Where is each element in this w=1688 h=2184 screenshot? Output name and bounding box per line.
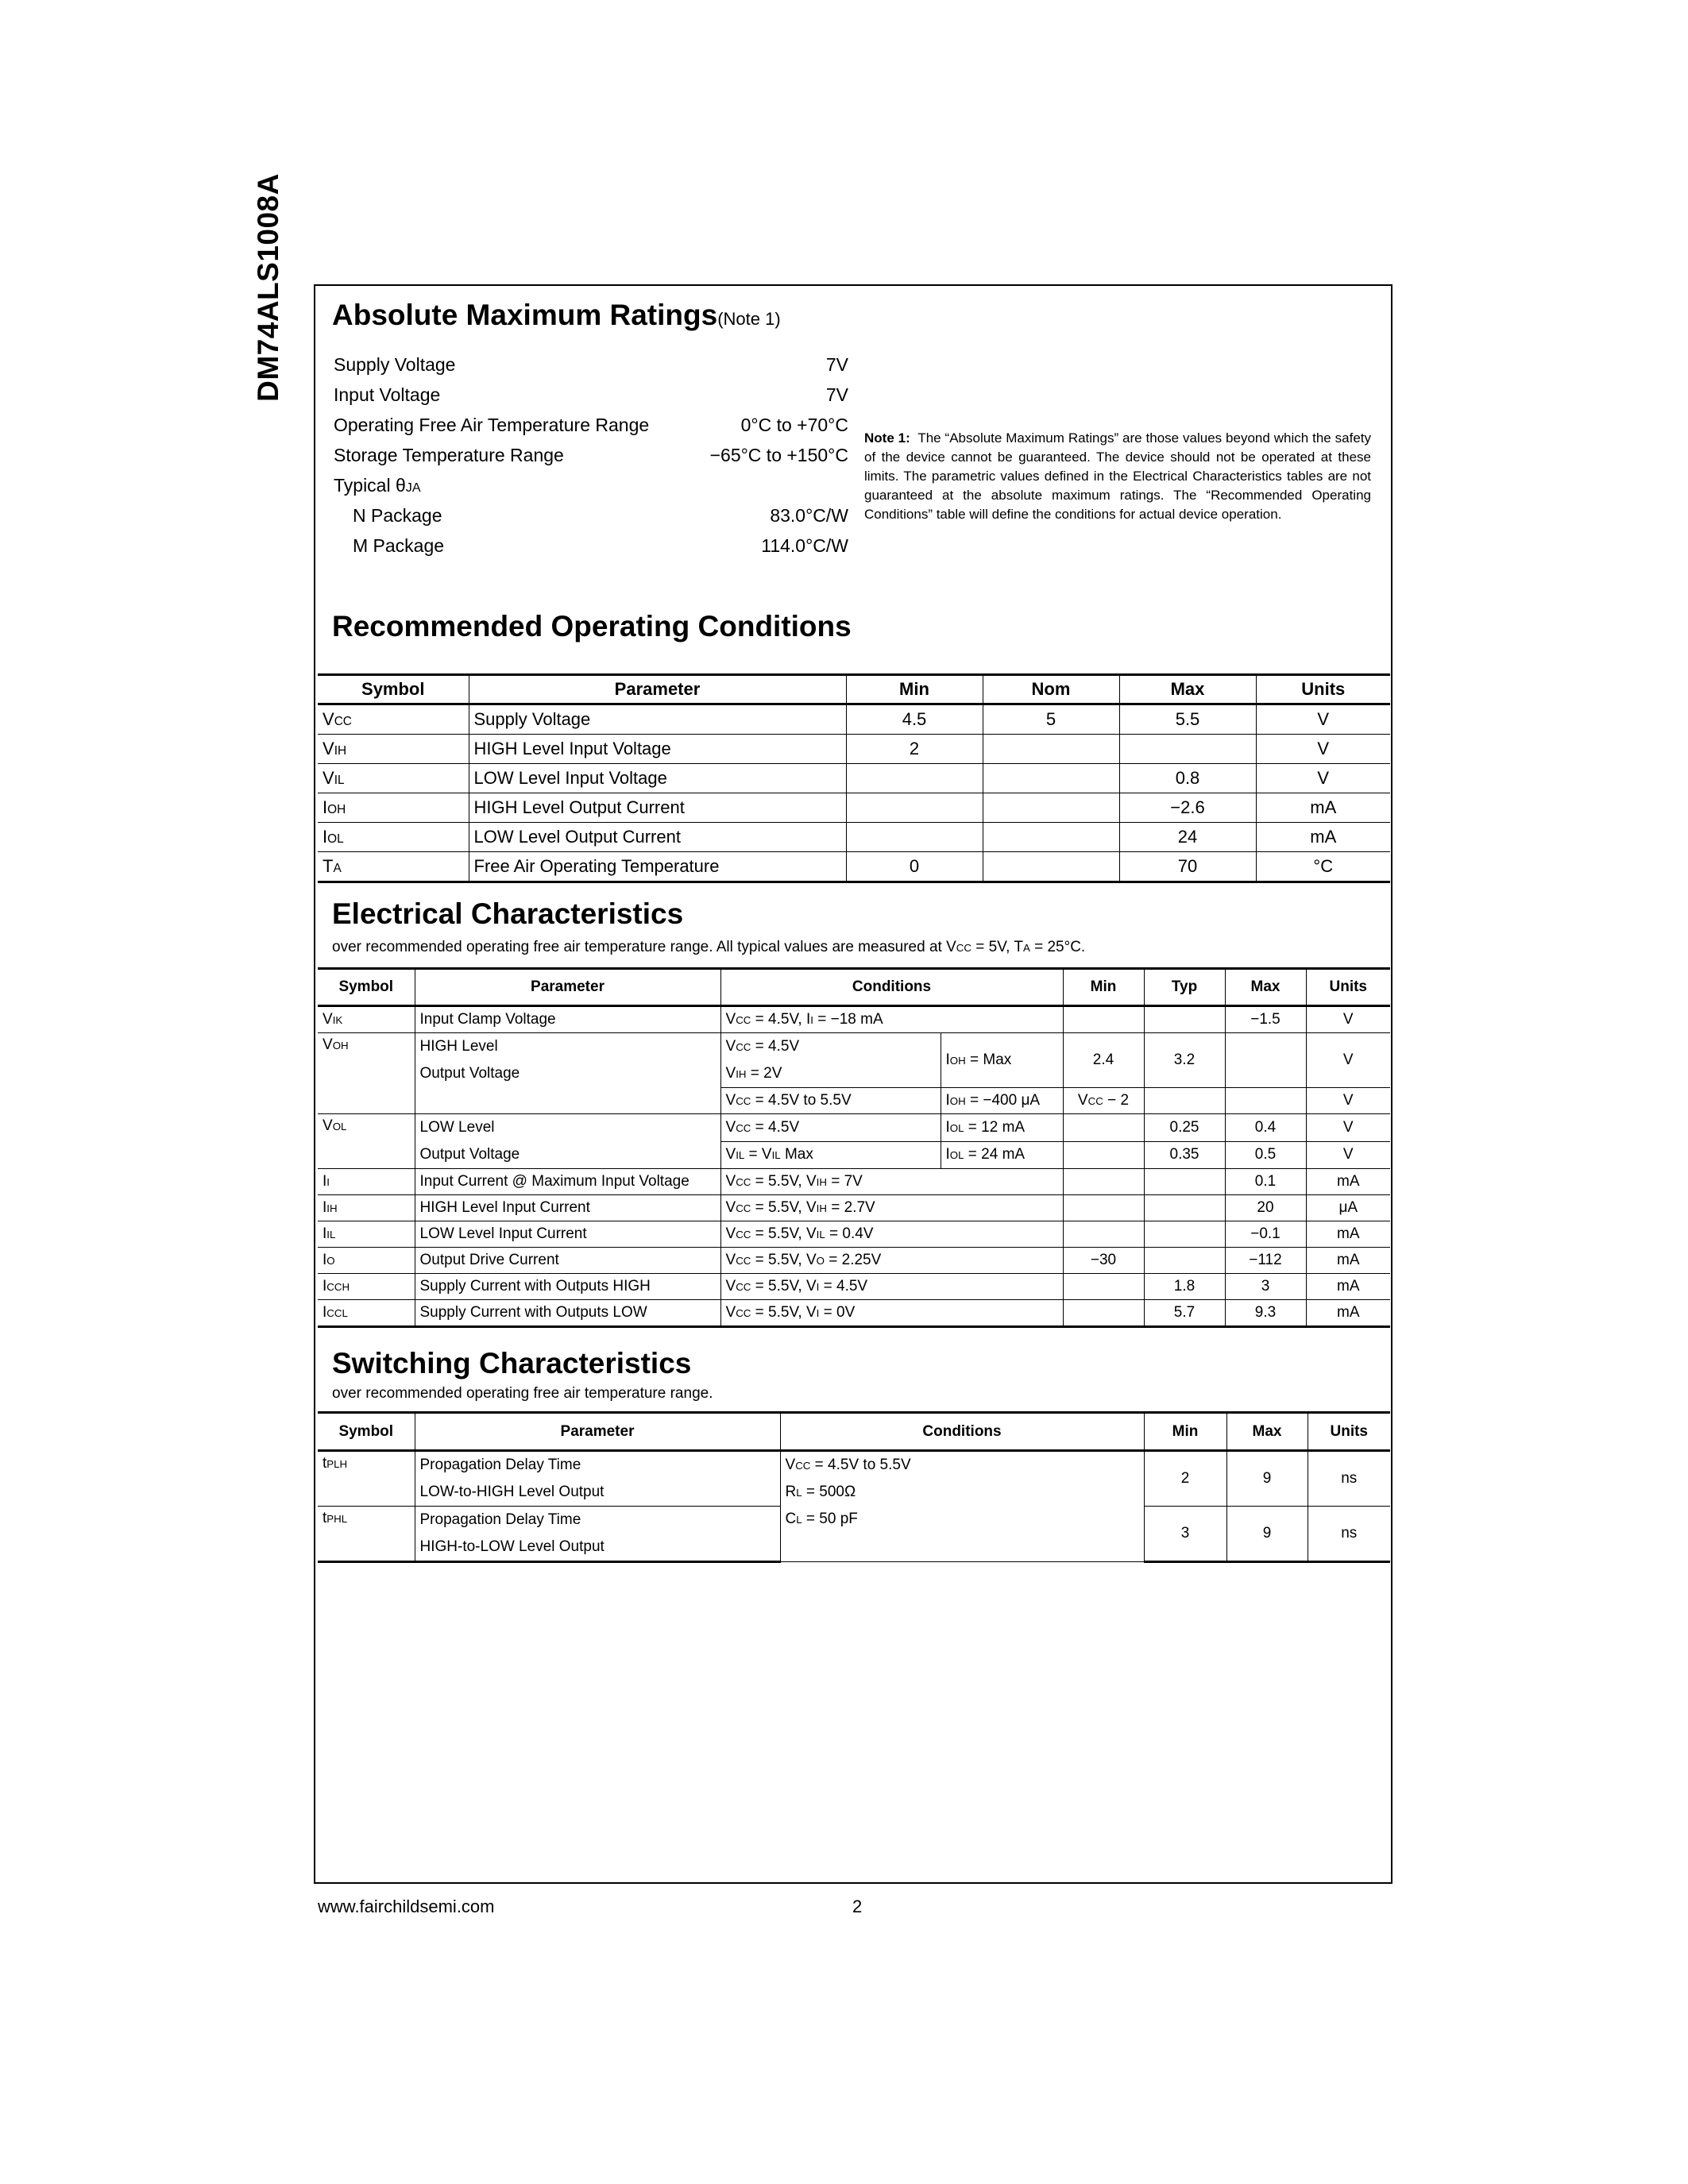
nom-cell [983, 735, 1119, 764]
symbol-cell: $I_I$ [318, 1169, 415, 1195]
conditions-cell: $V_{CC} = 5.5V$, $V_{IH} = 7V$ [720, 1169, 1063, 1195]
min-cell: 0 [846, 852, 983, 882]
units-cell: μA [1306, 1195, 1390, 1221]
parameter-cell: Input Current @ Maximum Input Voltage [415, 1169, 720, 1195]
ec-table [318, 967, 1390, 1328]
typ-cell: 1.8 [1144, 1274, 1225, 1300]
parameter-cell: Supply Current with Outputs LOW [415, 1300, 720, 1327]
max-cell: 5.5 [1119, 704, 1256, 735]
units-cell: V [1256, 735, 1390, 764]
max-cell: 0.5 [1225, 1141, 1306, 1169]
typ-cell: 5.7 [1144, 1300, 1225, 1327]
column-header: Max [1225, 969, 1306, 1006]
sc-header-row [318, 1413, 1390, 1451]
symbol-cell: $V_{CC}$ [318, 704, 469, 735]
parameter-cell: Propagation Delay Time LOW-to-HIGH Level Output [415, 1451, 780, 1507]
abs-max-label: Input Voltage [334, 384, 441, 405]
table-row [318, 1169, 1390, 1195]
max-cell [1225, 1088, 1306, 1114]
package-label: M Package [353, 535, 445, 556]
units-cell: ns [1308, 1507, 1390, 1562]
parameter-cell: Supply Voltage [469, 704, 846, 735]
nom-cell [983, 823, 1119, 852]
conditions-cell: $V_{CC} = 5.5V$, $V_{IH} = 2.7V$ [720, 1195, 1063, 1221]
column-header: Max [1226, 1413, 1308, 1451]
roc-table [318, 673, 1390, 883]
parameter-cell: LOW Level Output Voltage [415, 1114, 720, 1169]
table-row [318, 704, 1390, 735]
column-header: Parameter [469, 675, 846, 704]
min-cell: 2.4 [1063, 1033, 1144, 1088]
column-header: Symbol [318, 969, 415, 1006]
units-cell: mA [1256, 793, 1390, 823]
abs-max-value: 7V [825, 354, 848, 375]
typ-cell [1144, 1248, 1225, 1274]
max-cell [1119, 735, 1256, 764]
units-cell: mA [1306, 1169, 1390, 1195]
parameter-cell: LOW Level Input Current [415, 1221, 720, 1248]
conditions-cell: $I_{OH}$ = Max [941, 1033, 1063, 1088]
max-cell: 24 [1119, 823, 1256, 852]
units-cell: ns [1308, 1451, 1390, 1507]
conditions-cell: $V_{CC} = 4.5V$ to 5.5V [720, 1088, 941, 1114]
conditions-cell: $I_{OL} = 12$ mA [941, 1114, 1063, 1142]
units-cell: V [1306, 1114, 1390, 1142]
parameter-cell: HIGH Level Output Current [469, 793, 846, 823]
abs-max-value: −65°C to +150°C [709, 445, 848, 465]
abs-max-label: Supply Voltage [334, 354, 456, 375]
typ-cell: 0.25 [1144, 1114, 1225, 1142]
symbol-cell: $V_{OL}$ [318, 1114, 415, 1169]
units-cell: V [1256, 764, 1390, 793]
column-header: Units [1256, 675, 1390, 704]
note-1 [864, 429, 1371, 524]
package-value: 114.0°C/W [761, 535, 848, 556]
nom-cell [983, 852, 1119, 882]
typ-cell: 3.2 [1144, 1033, 1225, 1088]
table-row [318, 1300, 1390, 1327]
conditions-cell: $V_{CC} = 4.5V$, $I_I = -18$ mA [720, 1006, 1063, 1033]
column-header: Units [1306, 969, 1390, 1006]
max-cell: 0.4 [1225, 1114, 1306, 1142]
ec-header-row [318, 969, 1390, 1006]
units-cell: V [1306, 1033, 1390, 1088]
parameter-cell: LOW Level Output Current [469, 823, 846, 852]
units-cell: V [1306, 1088, 1390, 1114]
abs-max-row [334, 410, 848, 440]
abs-max-row [334, 349, 848, 380]
min-cell [1063, 1300, 1144, 1327]
part-number: DM74ALS1008A [252, 173, 284, 402]
symbol-cell: $I_{IL}$ [318, 1221, 415, 1248]
max-cell: 9 [1226, 1451, 1308, 1507]
parameter-cell: Input Clamp Voltage [415, 1006, 720, 1033]
parameter-cell: Free Air Operating Temperature [469, 852, 846, 882]
typ-cell: 0.35 [1144, 1141, 1225, 1169]
note-1-label: Note 1: [864, 430, 910, 446]
column-header: Min [1063, 969, 1144, 1006]
typ-cell [1144, 1006, 1225, 1033]
max-cell: −112 [1225, 1248, 1306, 1274]
min-cell [1063, 1006, 1144, 1033]
symbol-cell: $I_{OH}$ [318, 793, 469, 823]
table-row [318, 735, 1390, 764]
min-cell [1063, 1274, 1144, 1300]
column-header: Symbol [318, 675, 469, 704]
symbol-cell: $V_{IH}$ [318, 735, 469, 764]
conditions-cell: $V_{CC} = 4.5V$ $V_{IH} = 2V$ [720, 1033, 941, 1088]
max-cell: 70 [1119, 852, 1256, 882]
symbol-cell: $t_{PLH}$ [318, 1451, 415, 1507]
max-cell [1225, 1033, 1306, 1088]
column-header: Conditions [720, 969, 1063, 1006]
units-cell: mA [1306, 1221, 1390, 1248]
column-header: Symbol [318, 1413, 415, 1451]
symbol-cell: $t_{PHL}$ [318, 1507, 415, 1562]
abs-max-value: 0°C to +70°C [740, 415, 848, 435]
min-cell [1063, 1169, 1144, 1195]
units-cell: °C [1256, 852, 1390, 882]
roc-header-row [318, 675, 1390, 704]
column-header: Max [1119, 675, 1256, 704]
max-cell: −2.6 [1119, 793, 1256, 823]
conditions-cell: $V_{CC} = 5.5V$, $V_O = 2.25V$ [720, 1248, 1063, 1274]
table-row [318, 1033, 1390, 1088]
typ-cell [1144, 1195, 1225, 1221]
abs-max-row [334, 380, 848, 410]
roc-title: Recommended Operating Conditions [332, 610, 852, 642]
conditions-cell: $V_{CC} = 5.5V$, $V_{IL} = 0.4V$ [720, 1221, 1063, 1248]
package-row [334, 500, 848, 531]
symbol-cell: $I_{CCL}$ [318, 1300, 415, 1327]
min-cell [1063, 1195, 1144, 1221]
abs-max-value: 7V [825, 384, 848, 405]
column-header: Conditions [780, 1413, 1144, 1451]
nom-cell [983, 764, 1119, 793]
table-row [318, 852, 1390, 882]
min-cell: $V_{CC} - 2$ [1063, 1088, 1144, 1114]
page-number: 2 [852, 1897, 863, 1916]
min-cell [846, 823, 983, 852]
symbol-cell: $V_{IL}$ [318, 764, 469, 793]
abs-max-heading [332, 299, 781, 332]
parameter-cell: HIGH Level Input Current [415, 1195, 720, 1221]
abs-max-label: Operating Free Air Temperature Range [334, 415, 650, 435]
min-cell [846, 793, 983, 823]
table-row [318, 1006, 1390, 1033]
symbol-cell: $V_{IK}$ [318, 1006, 415, 1033]
max-cell: 20 [1225, 1195, 1306, 1221]
parameter-cell: LOW Level Input Voltage [469, 764, 846, 793]
max-cell: 9 [1226, 1507, 1308, 1562]
sc-title: Switching Characteristics [332, 1347, 692, 1379]
min-cell: 3 [1144, 1507, 1226, 1562]
table-row [318, 1221, 1390, 1248]
column-header: Parameter [415, 1413, 780, 1451]
max-cell: 0.8 [1119, 764, 1256, 793]
footer-url: www.fairchildsemi.com [318, 1897, 495, 1916]
abs-max-title: Absolute Maximum Ratings [332, 299, 718, 331]
column-header: Min [1144, 1413, 1226, 1451]
min-cell: 2 [846, 735, 983, 764]
parameter-cell: Output Drive Current [415, 1248, 720, 1274]
max-cell: 0.1 [1225, 1169, 1306, 1195]
min-cell: 2 [1144, 1451, 1226, 1507]
parameter-cell: Supply Current with Outputs HIGH [415, 1274, 720, 1300]
max-cell: 3 [1225, 1274, 1306, 1300]
table-row [318, 1114, 1390, 1142]
max-cell: 9.3 [1225, 1300, 1306, 1327]
ec-subtitle: over recommended operating free air temperature range. All typical values are measured at $V_{CC} = 5V$, $T_A = 25^\circ C$. [332, 939, 1086, 955]
parameter-cell: HIGH Level Output Voltage [415, 1033, 720, 1114]
column-header: Parameter [415, 969, 720, 1006]
units-cell: V [1256, 704, 1390, 735]
symbol-cell: $I_{OL}$ [318, 823, 469, 852]
symbol-cell: $I_{CCH}$ [318, 1274, 415, 1300]
column-header: Nom [983, 675, 1119, 704]
ec-title: Electrical Characteristics [332, 897, 684, 930]
min-cell [1063, 1221, 1144, 1248]
conditions-cell: $V_{CC} = 5.5V$, $V_I = 4.5V$ [720, 1274, 1063, 1300]
max-cell: −0.1 [1225, 1221, 1306, 1248]
theta-row [334, 470, 848, 500]
conditions-cell: $I_{OL} = 24$ mA [941, 1141, 1063, 1169]
nom-cell [983, 793, 1119, 823]
sc-table [318, 1411, 1390, 1563]
nom-cell: 5 [983, 704, 1119, 735]
conditions-cell: $I_{OH} = -400$ μA [941, 1088, 1063, 1114]
units-cell: V [1306, 1141, 1390, 1169]
min-cell [1063, 1141, 1144, 1169]
min-cell: 4.5 [846, 704, 983, 735]
parameter-cell: HIGH Level Input Voltage [469, 735, 846, 764]
note-1-text: The “Absolute Maximum Ratings” are those values beyond which the safety of the device cannot be guaranteed. The device should not be operated at these limits. The parametric values defined in the Electrical Characteristics tables are not guaranteed at the absolute maximum ratings. The “Recommended Operating Conditions” table will define the conditions for actual device operation. [864, 430, 1372, 522]
table-row [318, 1248, 1390, 1274]
abs-max-row [334, 440, 848, 470]
typ-cell [1144, 1169, 1225, 1195]
symbol-cell: $I_{IH}$ [318, 1195, 415, 1221]
column-header: Typ [1144, 969, 1225, 1006]
table-row [318, 1451, 1390, 1507]
conditions-cell: $V_{IL} = V_{IL}$ Max [720, 1141, 941, 1169]
units-cell: mA [1306, 1300, 1390, 1327]
sc-subtitle: over recommended operating free air temperature range. [332, 1385, 713, 1402]
symbol-cell: $T_A$ [318, 852, 469, 882]
min-cell [846, 764, 983, 793]
package-label: N Package [353, 505, 442, 526]
parameter-cell: Propagation Delay Time HIGH-to-LOW Level Output [415, 1507, 780, 1562]
abs-max-label: Storage Temperature Range [334, 445, 564, 465]
units-cell: V [1306, 1006, 1390, 1033]
column-header: Units [1308, 1413, 1390, 1451]
table-row [318, 793, 1390, 823]
column-header: Min [846, 675, 983, 704]
min-cell [1063, 1114, 1144, 1142]
units-cell: mA [1306, 1248, 1390, 1274]
min-cell: −30 [1063, 1248, 1144, 1274]
symbol-cell: $I_O$ [318, 1248, 415, 1274]
table-row [318, 1274, 1390, 1300]
conditions-cell: $V_{CC} = 4.5V$ [720, 1114, 941, 1142]
abs-max-list [334, 349, 848, 561]
conditions-cell: $V_{CC} = 4.5V$ to 5.5V $R_L = 500\Omega$ $C_L = 50$ pF [780, 1451, 1144, 1562]
package-row [334, 531, 848, 561]
table-row [318, 823, 1390, 852]
max-cell: −1.5 [1225, 1006, 1306, 1033]
symbol-cell: $V_{OH}$ [318, 1033, 415, 1114]
typ-cell [1144, 1088, 1225, 1114]
typ-cell [1144, 1221, 1225, 1248]
theta-label: Typical $\theta_{JA}$ [334, 475, 421, 496]
table-row [318, 764, 1390, 793]
package-value: 83.0°C/W [770, 505, 848, 526]
note-ref: (Note 1) [717, 309, 781, 329]
conditions-cell: $V_{CC} = 5.5V$, $V_I = 0V$ [720, 1300, 1063, 1327]
units-cell: mA [1256, 823, 1390, 852]
table-row [318, 1195, 1390, 1221]
units-cell: mA [1306, 1274, 1390, 1300]
